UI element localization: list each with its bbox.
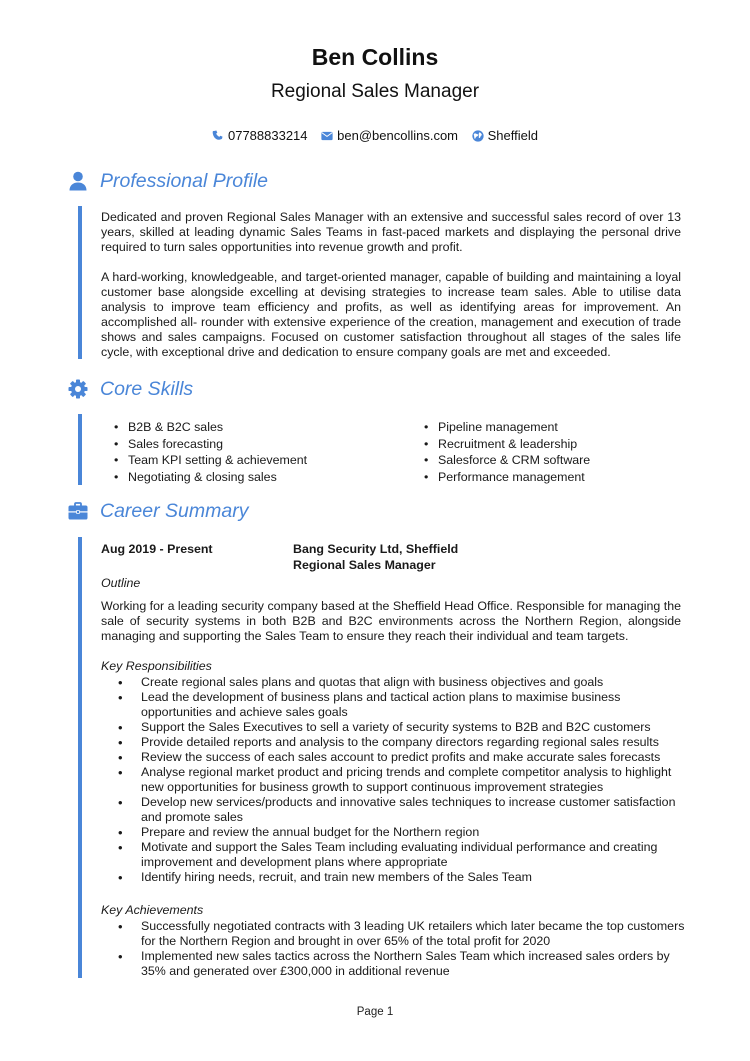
candidate-role: Regional Sales Manager bbox=[270, 81, 480, 102]
contact-location bbox=[472, 128, 538, 143]
section-header-career bbox=[68, 499, 249, 522]
skill-item: • Salesforce & CRM software bbox=[438, 452, 590, 469]
contact-email bbox=[321, 128, 458, 143]
phone-number: 07788833214 bbox=[227, 128, 308, 143]
skills-column-right bbox=[438, 419, 590, 485]
section-title-skills: Core Skills bbox=[100, 377, 194, 400]
list-item: • Review the success of each sales account to predict profits and make accurate sales forecasts bbox=[141, 750, 686, 765]
list-item: • Analyse regional market product and pricing trends and complete competitor analysis to highlight new opportunities for business growth to support continuous improvement strategies bbox=[141, 765, 686, 795]
job-company: Bang Security Ltd, Sheffield bbox=[293, 542, 459, 556]
achievements-list bbox=[141, 919, 686, 979]
achievements-label: Key Achievements bbox=[101, 903, 204, 917]
section-header-profile bbox=[68, 169, 268, 192]
user-icon bbox=[68, 171, 88, 191]
contact-line bbox=[0, 128, 750, 145]
profile-paragraph-1: Dedicated and proven Regional Sales Manager with an extensive and successful sales record of over 13 years, skilled at leading dynamic Sales Teams in fast-paced markets and displaying the personal drive required to turn sales opportunities into revenue growth and profit. bbox=[101, 210, 681, 254]
list-item: • Implemented new sales tactics across the Northern Sales Team which increased sales orders by 35% and generated over £300,000 in additional revenue bbox=[141, 949, 686, 979]
email-address: ben@bencollins.com bbox=[337, 128, 459, 143]
globe-icon bbox=[472, 130, 484, 142]
gear-icon bbox=[68, 379, 88, 399]
responsibilities-label: Key Responsibilities bbox=[101, 659, 212, 673]
envelope-icon bbox=[321, 130, 333, 142]
briefcase-icon bbox=[68, 501, 88, 521]
job-date: Aug 2019 - Present bbox=[101, 542, 213, 556]
section-title-career: Career Summary bbox=[100, 499, 249, 522]
skill-item: • Team KPI setting & achievement bbox=[128, 452, 307, 469]
candidate-name: Ben Collins bbox=[311, 44, 439, 70]
list-item: • Motivate and support the Sales Team including evaluating individual performance and creating improvement and development plans where appropriate bbox=[141, 840, 686, 870]
job-position: Regional Sales Manager bbox=[293, 557, 436, 572]
page-number: Page 1 bbox=[356, 1006, 394, 1018]
outline-text: Working for a leading security company based at the Sheffield Head Office. Responsible for managing the sale of security systems in both B2B and B2C environments across the Northern Region, alongside managing and supporting the Sales Team to ensure they reach their individual and team targets. bbox=[101, 599, 681, 643]
skill-item: • Performance management bbox=[438, 469, 590, 486]
skills-column-left bbox=[128, 419, 307, 485]
list-item: • Develop new services/products and innovative sales techniques to increase customer satisfaction and promote sales bbox=[141, 795, 686, 825]
list-item: • Prepare and review the annual budget for the Northern region bbox=[141, 825, 686, 840]
section-bar-profile bbox=[78, 206, 82, 359]
list-item: • Identify hiring needs, recruit, and train new members of the Sales Team bbox=[141, 870, 686, 885]
list-item: • Lead the development of business plans and tactical action plans to maximise business opportunities and achieve sales goals bbox=[141, 690, 686, 720]
job-heading bbox=[293, 542, 458, 573]
section-header-skills bbox=[68, 377, 194, 400]
profile-paragraph-2: A hard-working, knowledgeable, and target-oriented manager, capable of building and maintaining a loyal customer base alongside excelling at devising strategies to increase team sales. Able to utilise data analysis to improve team efficiency and profits, as well as identifying areas for improvement. An accomplished all- rounder with extensive experience of the creation, management and execution of trade shows and sales campaigns. Focused on customer satisfaction throughout all stages of the sales life cycle, with exceptional drive and dedication to ensure company goals are met and exceeded. bbox=[101, 270, 681, 359]
skill-item: • Pipeline management bbox=[438, 419, 590, 436]
skill-item: • Recruitment & leadership bbox=[438, 436, 590, 453]
outline-label: Outline bbox=[101, 576, 141, 590]
section-bar-skills bbox=[78, 414, 82, 485]
list-item: • Support the Sales Executives to sell a variety of security systems to B2B and B2C customers bbox=[141, 720, 686, 735]
section-title-profile: Professional Profile bbox=[100, 169, 268, 192]
list-item: • Provide detailed reports and analysis to the company directors regarding regional sales results bbox=[141, 735, 686, 750]
skill-item: • Negotiating & closing sales bbox=[128, 469, 307, 486]
list-item: • Create regional sales plans and quotas that align with business objectives and goals bbox=[141, 675, 686, 690]
location-text: Sheffield bbox=[487, 128, 538, 143]
list-item: • Successfully negotiated contracts with 3 leading UK retailers which later became the top customers for the Northern Region and brought in over 65% of the total profit for 2020 bbox=[141, 919, 686, 949]
skill-item: • Sales forecasting bbox=[128, 436, 307, 453]
phone-icon bbox=[212, 130, 224, 142]
section-bar-career bbox=[78, 537, 82, 978]
contact-phone bbox=[212, 128, 308, 143]
responsibilities-list bbox=[141, 675, 686, 885]
skill-item: • B2B & B2C sales bbox=[128, 419, 307, 436]
